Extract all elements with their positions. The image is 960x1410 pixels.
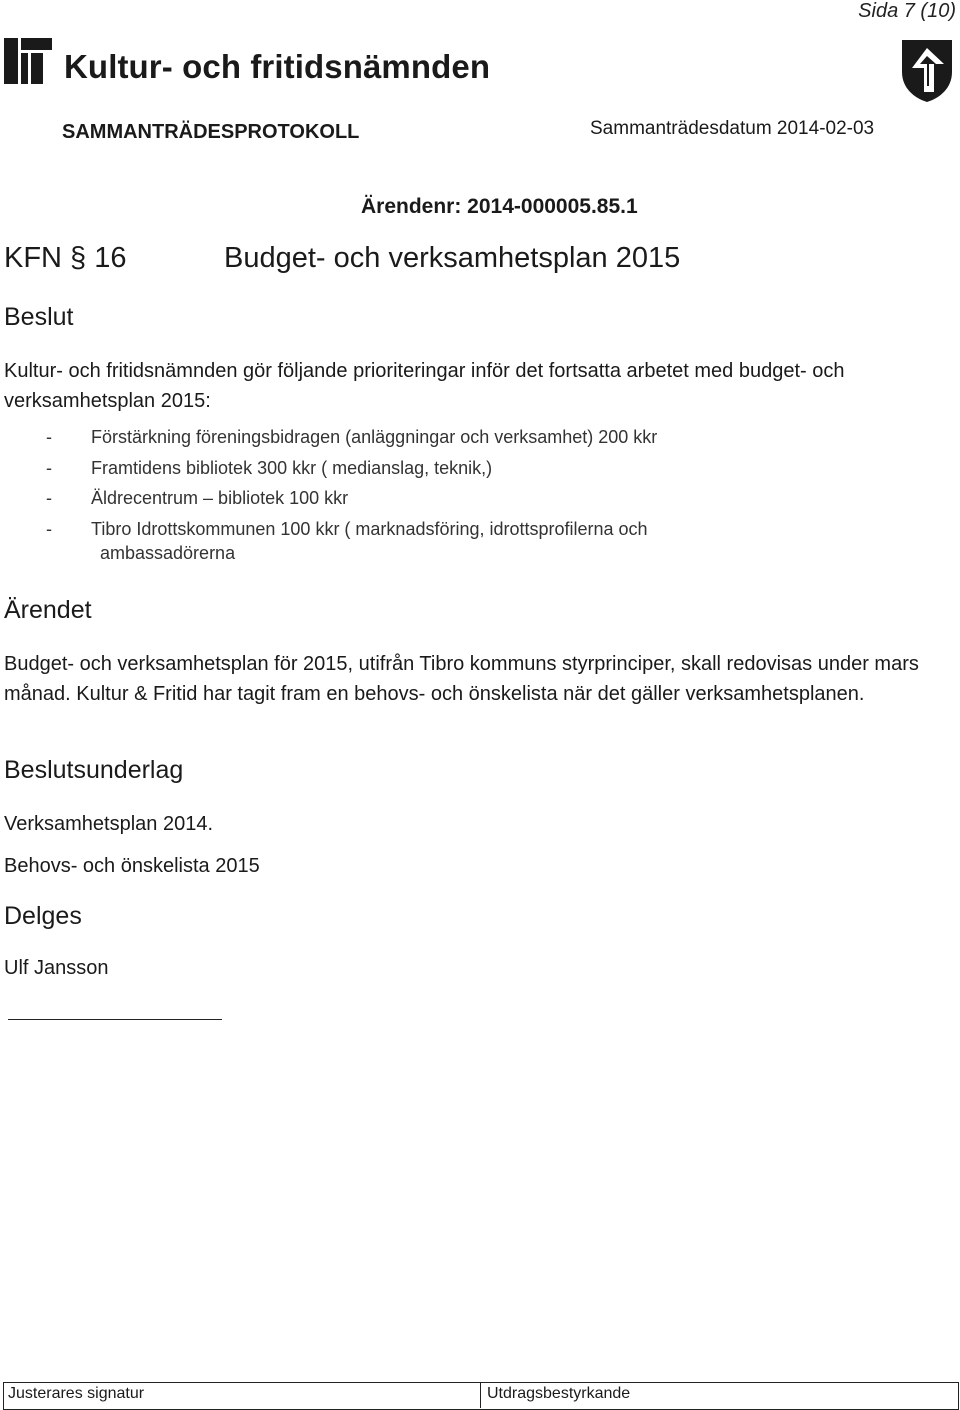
- bullet-marker: -: [46, 518, 52, 539]
- extract-certifier-label: Utdragsbestyrkande: [487, 1385, 631, 1402]
- basis-heading: Beslutsunderlag: [4, 756, 184, 784]
- signature-line: [8, 1019, 222, 1020]
- list-item-text: Förstärkning föreningsbidragen (anläggningar och verksamhet) 200 kkr: [91, 427, 658, 447]
- municipal-logo-icon: [4, 38, 52, 84]
- distribution-recipient: Ulf Jansson: [4, 957, 109, 979]
- distribution-heading: Delges: [4, 902, 82, 930]
- organization-title: Kultur- och fritidsnämnden: [64, 48, 491, 85]
- list-item: [46, 514, 657, 545]
- list-item: [46, 422, 657, 453]
- coat-of-arms-icon: [900, 38, 954, 104]
- page-number: Sida 7 (10): [858, 0, 956, 22]
- list-item-text: Äldrecentrum – bibliotek 100 kkr: [91, 488, 349, 508]
- footer-divider: [480, 1382, 481, 1408]
- list-item-text: Tibro Idrottskommunen 100 kkr ( marknadsföring, idrottsprofilerna och: [91, 518, 648, 539]
- decision-heading: Beslut: [4, 303, 74, 331]
- decision-list: [46, 422, 657, 544]
- list-item: [46, 453, 657, 484]
- bullet-marker: -: [46, 488, 52, 508]
- bullet-marker: -: [46, 457, 52, 478]
- basis-document: Behovs- och önskelista 2015: [4, 855, 260, 877]
- section-title: Budget- och verksamhetsplan 2015: [224, 242, 681, 274]
- decision-intro: Kultur- och fritidsnämnden gör följande prioriteringar inför det fortsatta arbetet med budget- och verksamhetsplan 2015:: [4, 360, 845, 412]
- case-number: Ärendenr: 2014-000005.85.1: [361, 195, 638, 218]
- footer-signature-box: [3, 1382, 959, 1410]
- protocol-label: SAMMANTRÄDESPROTOKOLL: [62, 121, 360, 143]
- list-item: [46, 483, 657, 514]
- bullet-marker: -: [46, 427, 52, 447]
- list-item-continuation: ambassadörerna: [100, 543, 236, 563]
- meeting-date: Sammanträdesdatum 2014-02-03: [590, 118, 875, 139]
- matter-text: Budget- och verksamhetsplan för 2015, utifrån Tibro kommuns styrprinciper, skall redovisas under mars månad. Kultur & Fritid har tagit fram en behovs- och önskelista när det gäller verksamhetsplanen.: [4, 653, 919, 705]
- adjuster-signature-label: Justerares signatur: [8, 1385, 145, 1402]
- basis-document: Verksamhetsplan 2014.: [4, 813, 214, 835]
- list-item-text: Framtidens bibliotek 300 kkr ( medianslag, teknik,): [91, 457, 493, 478]
- matter-heading: Ärendet: [4, 596, 92, 624]
- section-code: KFN § 16: [4, 242, 127, 274]
